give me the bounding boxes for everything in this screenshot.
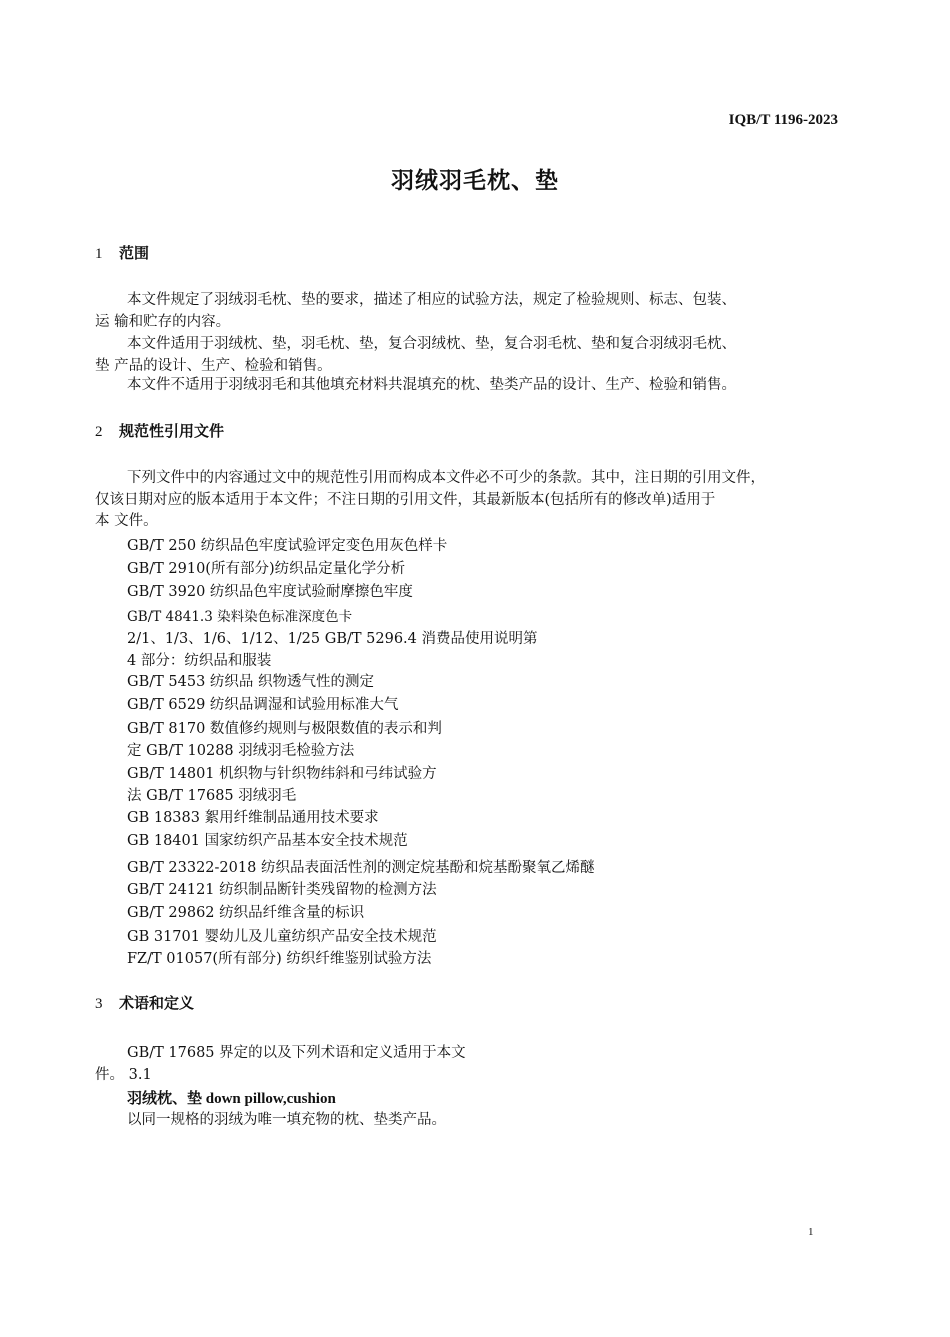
section-2-heading	[95, 420, 224, 441]
reference-item: GB 18383 絮用纤维制品通用技术要求	[127, 810, 379, 826]
reference-item: GB 18401 国家纺织产品基本安全技术规范	[127, 833, 408, 849]
reference-item: GB/T 250 纺织品色牢度试验评定变色用灰色样卡	[127, 538, 448, 554]
page-number: 1	[808, 1226, 814, 1238]
document-title: 羽绒羽毛枕、垫	[391, 168, 559, 194]
scope-paragraph-1-line-2: 运 输和贮存的内容。	[95, 314, 231, 330]
section-title: 范围	[119, 244, 150, 262]
section-number: 1	[95, 246, 103, 262]
reference-item: GB/T 14801 机织物与针织物纬斜和弓纬试验方	[127, 766, 437, 782]
reference-item: GB/T 3920 纺织品色牢度试验耐摩擦色牢度	[127, 584, 413, 600]
reference-item: GB/T 4841.3 染料染色标准深度色卡	[127, 609, 353, 625]
standard-number: IQB/T 1196-2023	[728, 112, 838, 128]
reference-item: 4 部分：纺织品和服装	[127, 653, 272, 669]
terms-intro-line-2: 件。 3.1	[95, 1067, 152, 1083]
term-definition: 以同一规格的羽绒为唯一填充物的枕、垫类产品。	[127, 1112, 446, 1128]
normative-intro-line-1: 下列文件中的内容通过文中的规范性引用而构成本文件必不可少的条款。其中，注日期的引用文件，	[127, 470, 765, 486]
terms-intro-line-1: GB/T 17685 界定的以及下列术语和定义适用于本文	[127, 1045, 466, 1061]
reference-item: GB/T 6529 纺织品调湿和试验用标准大气	[127, 697, 399, 713]
reference-item: 法 GB/T 17685 羽绒羽毛	[127, 788, 297, 804]
normative-intro-line-2: 仅该日期对应的版本适用于本文件；不注日期的引用文件，其最新版本(包括所有的修改单)适用于	[95, 492, 716, 508]
reference-item: GB/T 23322-2018 纺织品表面活性剂的测定烷基酚和烷基酚聚氧乙烯醚	[127, 860, 595, 876]
normative-intro-line-3: 本 文件。	[95, 513, 158, 529]
section-1-heading	[95, 242, 149, 263]
section-title: 术语和定义	[119, 994, 195, 1012]
reference-item: GB 31701 婴幼儿及儿童纺织产品安全技术规范	[127, 929, 437, 945]
reference-item: GB/T 8170 数值修约规则与极限数值的表示和判	[127, 721, 442, 737]
reference-item: GB/T 24121 纺织制品断针类残留物的检测方法	[127, 882, 437, 898]
term-heading: 羽绒枕、垫 down pillow,cushion	[127, 1091, 336, 1107]
reference-item: 2/1、1/3、1/6、1/12、1/25 GB/T 5296.4 消费品使用说明第	[127, 631, 538, 647]
section-title: 规范性引用文件	[119, 422, 225, 440]
section-number: 3	[95, 996, 103, 1012]
scope-paragraph-3: 本文件不适用于羽绒羽毛和其他填充材料共混填充的枕、垫类产品的设计、生产、检验和销售。	[127, 377, 736, 393]
section-number: 2	[95, 424, 103, 440]
reference-item: GB/T 2910(所有部分)纺织品定量化学分析	[127, 561, 406, 577]
scope-paragraph-2-line-2: 垫 产品的设计、生产、检验和销售。	[95, 358, 332, 374]
section-3-heading	[95, 992, 194, 1013]
reference-item: FZ/T 01057(所有部分) 纺织纤维鉴别试验方法	[127, 951, 432, 967]
reference-item: GB/T 5453 纺织品 织物透气性的测定	[127, 674, 375, 690]
reference-item: GB/T 29862 纺织品纤维含量的标识	[127, 905, 365, 921]
reference-item: 定 GB/T 10288 羽绒羽毛检验方法	[127, 743, 355, 759]
scope-paragraph-2-line-1: 本文件适用于羽绒枕、垫，羽毛枕、垫，复合羽绒枕、垫，复合羽毛枕、垫和复合羽绒羽毛枕、	[127, 336, 736, 352]
scope-paragraph-1-line-1: 本文件规定了羽绒羽毛枕、垫的要求，描述了相应的试验方法，规定了检验规则、标志、包装、	[127, 292, 736, 308]
